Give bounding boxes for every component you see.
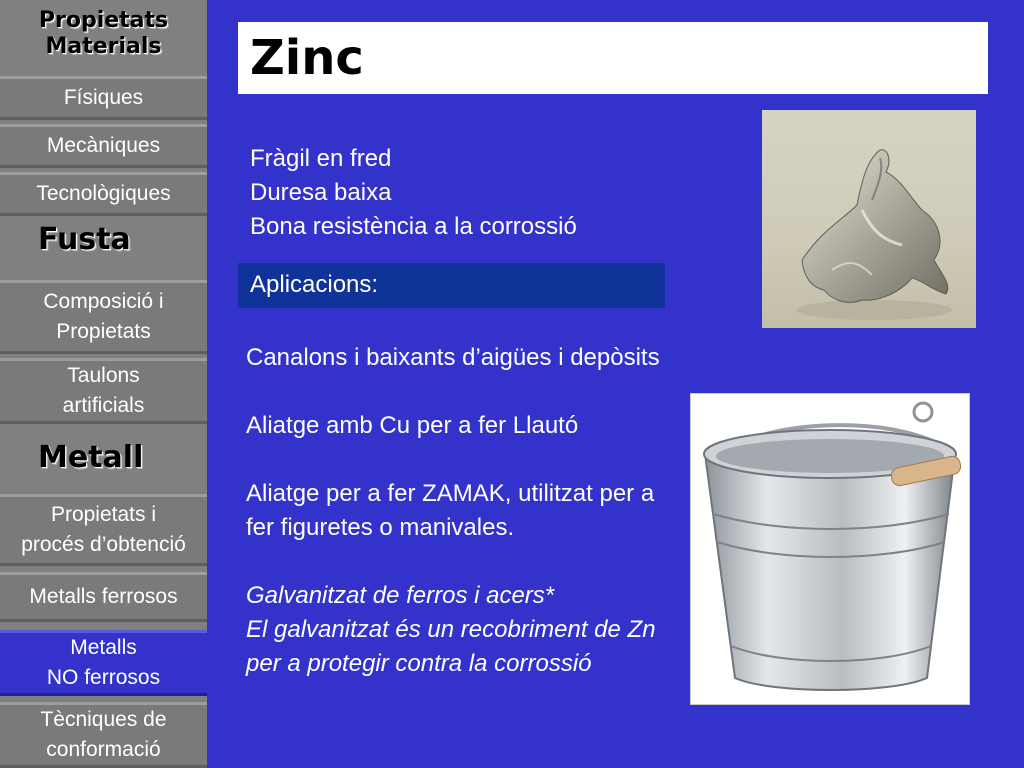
sidebar-item-composicio[interactable]: Composició i Propietats bbox=[0, 280, 207, 354]
sidebar-item-taulons[interactable]: Taulons artificials bbox=[0, 358, 207, 424]
galvanized-bucket-image bbox=[690, 393, 970, 705]
zinc-nugget-icon bbox=[762, 110, 976, 328]
applications-list bbox=[246, 341, 686, 681]
application-item: Aliatge amb Cu per a fer Llautó bbox=[246, 412, 579, 439]
sidebar-heading-fusta: Fusta bbox=[38, 222, 131, 257]
page-title: Zinc bbox=[250, 30, 364, 86]
sidebar bbox=[0, 0, 207, 768]
sidebar-item-tecniques[interactable]: Tècniques de conformació bbox=[0, 702, 207, 768]
galvanized-description: El galvanitzat és un recobriment de Zn per a protegir contra la corrossió bbox=[246, 616, 656, 677]
sidebar-item-tecnologiques[interactable]: Tecnològiques bbox=[0, 172, 207, 216]
galvanized-heading: Galvanitzat de ferros i acers* bbox=[246, 582, 555, 609]
applications-label: Aplicacions: bbox=[250, 271, 379, 298]
application-item: Aliatge per a fer ZAMAK, utilitzat per a fer figuretes o manivales. bbox=[246, 480, 655, 541]
application-item: Canalons i baixants d’aigües i depòsits bbox=[246, 344, 660, 371]
property-item: Bona resistència a la corrossió bbox=[250, 213, 577, 240]
property-item: Duresa baixa bbox=[250, 179, 392, 206]
sidebar-item-metalls-ferrosos[interactable]: Metalls ferrosos bbox=[0, 572, 207, 622]
sidebar-item-fisiques[interactable]: Físiques bbox=[0, 76, 207, 120]
bucket-icon bbox=[691, 394, 969, 704]
sidebar-item-metalls-no-ferrosos[interactable]: Metalls NO ferrosos bbox=[0, 630, 207, 696]
sidebar-item-mecaniques[interactable]: Mecàniques bbox=[0, 124, 207, 168]
zinc-nugget-image bbox=[762, 110, 976, 328]
title-box bbox=[238, 22, 988, 94]
sidebar-heading-metall: Metall bbox=[38, 440, 144, 475]
property-item: Fràgil en fred bbox=[250, 145, 392, 172]
sidebar-heading-propietats: Propietats Materials bbox=[38, 8, 169, 59]
sidebar-item-propietats-proces[interactable]: Propietats i procés d’obtenció bbox=[0, 494, 207, 566]
properties-list bbox=[250, 142, 670, 244]
applications-bar bbox=[238, 263, 665, 308]
